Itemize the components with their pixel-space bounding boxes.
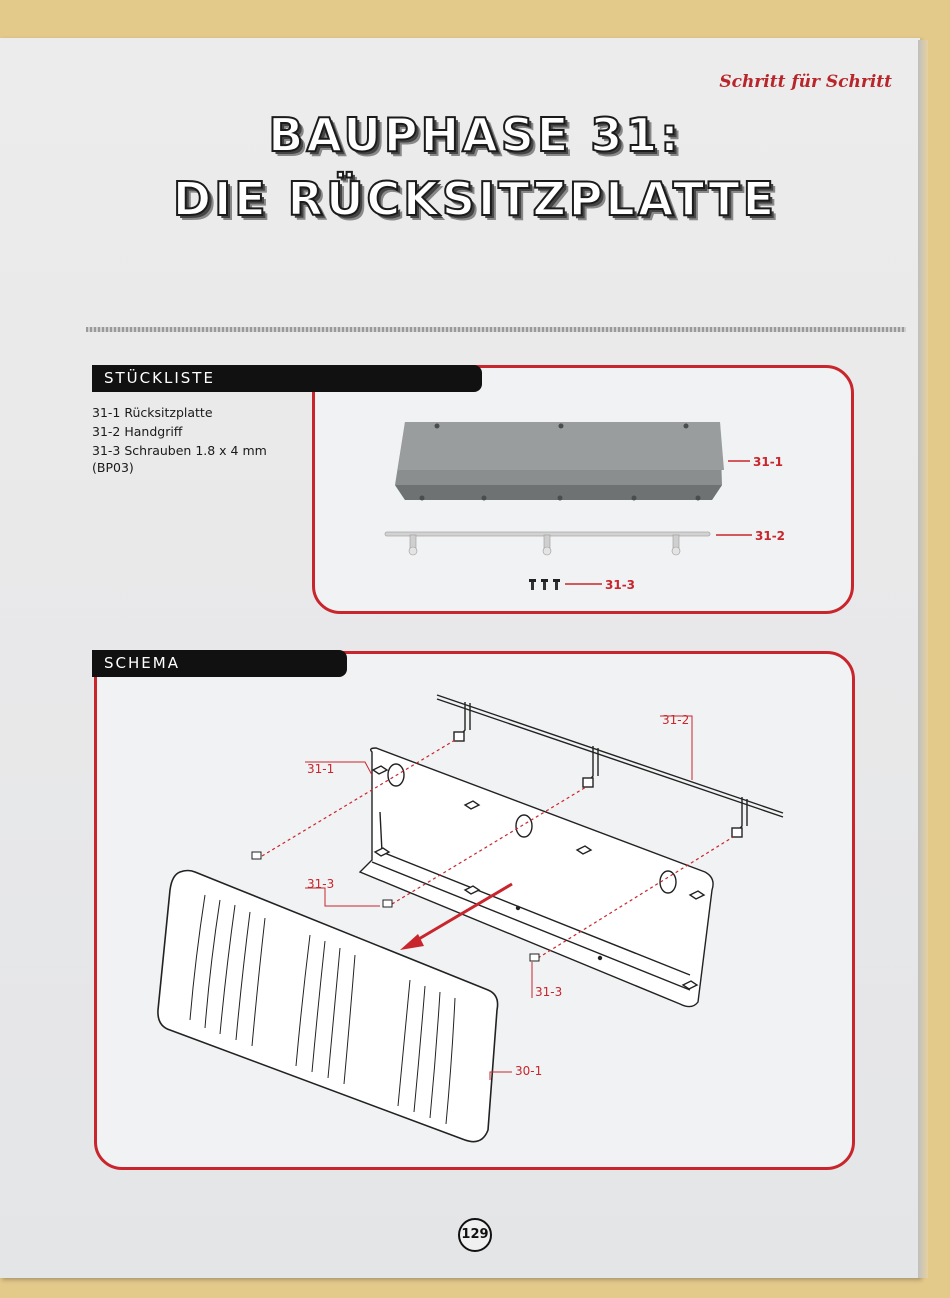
parts-list-item: 31-2 Handgriff bbox=[92, 424, 183, 439]
section-kicker: Schritt für Schritt bbox=[719, 72, 892, 92]
page-title-line-2: DIE RÜCKSITZPLATTE bbox=[172, 172, 778, 226]
page-title-line-1: BAUPHASE 31: bbox=[268, 108, 682, 162]
photo-label-31-1: 31-1 bbox=[753, 455, 784, 469]
photo-label-31-2: 31-2 bbox=[755, 529, 786, 543]
schema-label-31-2: 31-2 bbox=[662, 713, 690, 727]
parts-list-item: (BP03) bbox=[92, 460, 134, 475]
schema-label-31-1: 31-1 bbox=[307, 762, 335, 776]
backrest-plate-photo bbox=[395, 422, 724, 501]
handle-bar-photo bbox=[385, 532, 710, 555]
parts-list-item: 31-1 Rücksitzplatte bbox=[92, 405, 213, 420]
schema-label-31-3-lower: 31-3 bbox=[535, 985, 563, 999]
screws-photo bbox=[529, 579, 560, 590]
schema-label-30-1: 30-1 bbox=[515, 1064, 543, 1078]
page-number: 129 bbox=[458, 1218, 492, 1252]
parts-list-tab: STÜCKLISTE bbox=[92, 365, 482, 392]
schema-seat-cushion bbox=[158, 871, 498, 1142]
schema-tab: SCHEMA bbox=[92, 650, 347, 677]
parts-list-item: 31-3 Schrauben 1.8 x 4 mm bbox=[92, 443, 267, 458]
photo-label-31-3: 31-3 bbox=[605, 578, 636, 592]
schema-label-31-3: 31-3 bbox=[307, 877, 335, 891]
